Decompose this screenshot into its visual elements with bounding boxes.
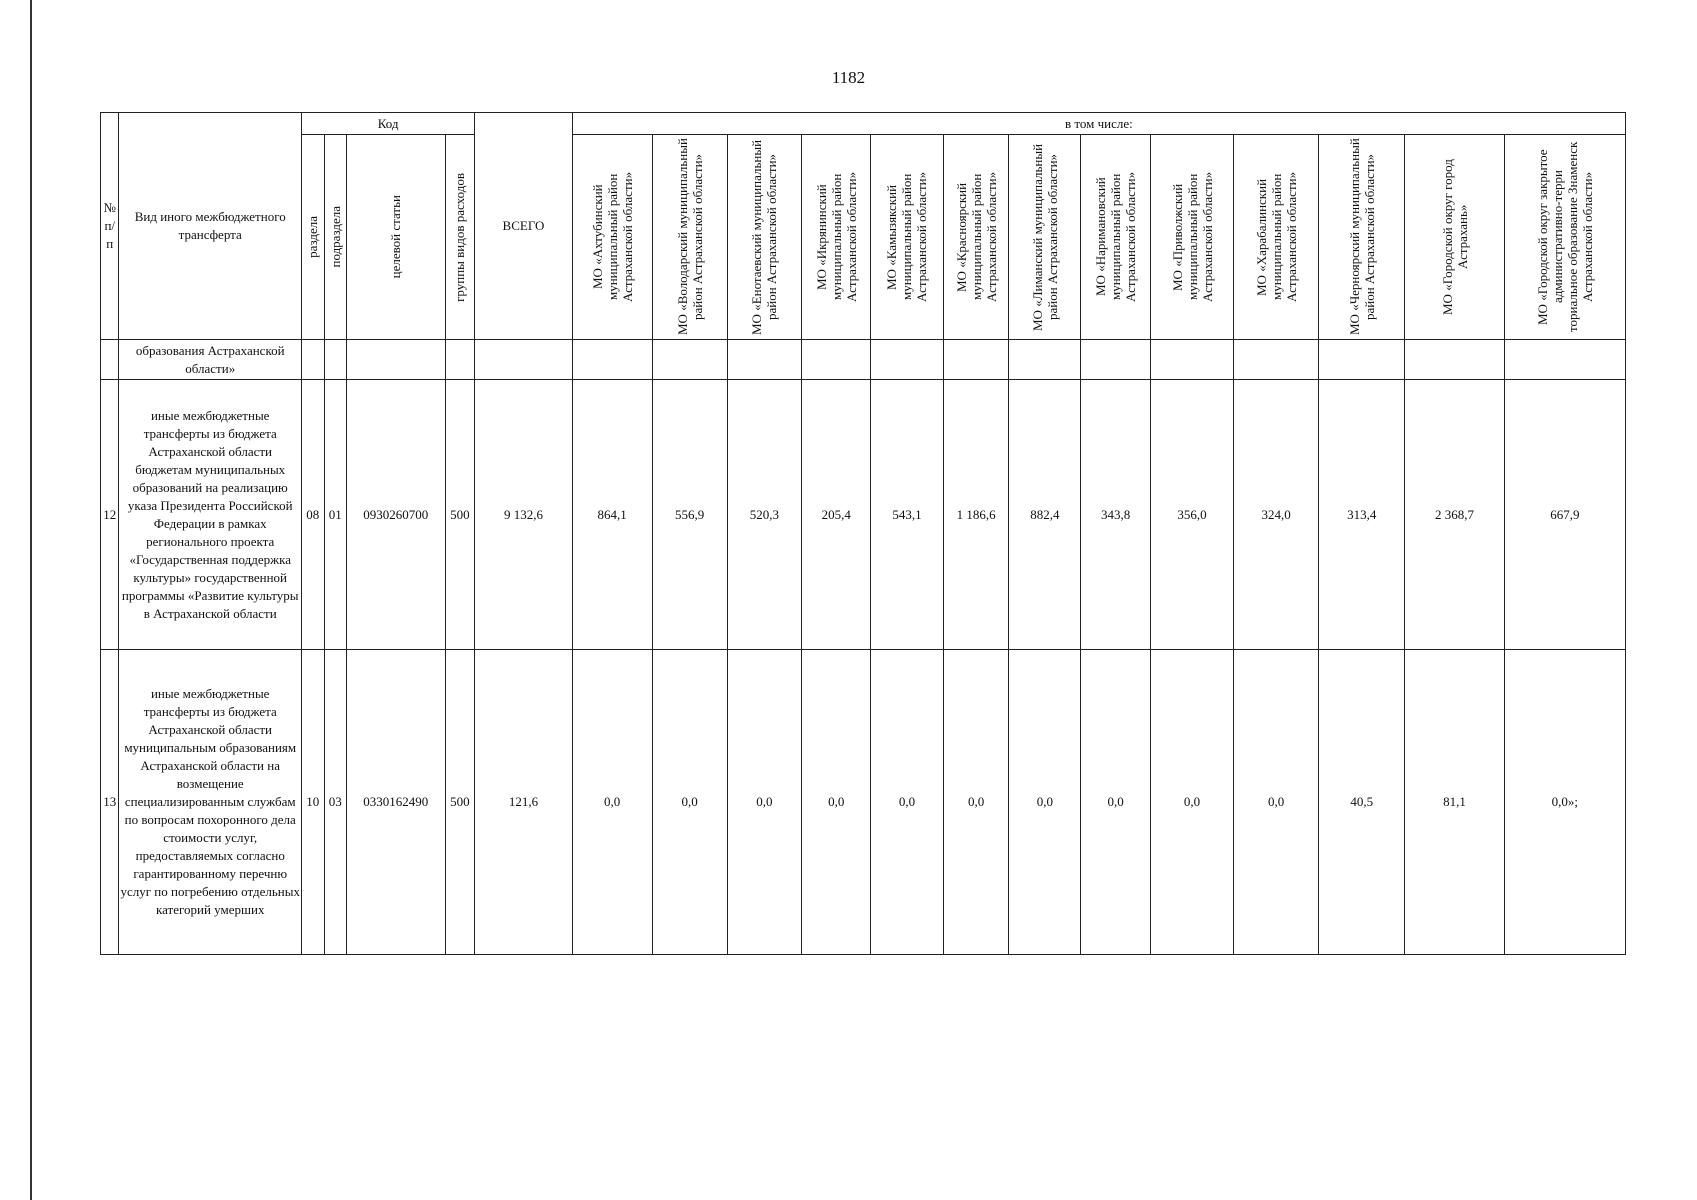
cell-empty <box>324 340 347 380</box>
cell-empty <box>802 340 871 380</box>
row-value: 882,4 <box>1009 380 1081 650</box>
row-value: 313,4 <box>1319 380 1405 650</box>
header-municipality: МО «Черноярский муниципальный район Астраханской области» <box>1346 138 1377 336</box>
header-municipality-cell <box>1319 135 1405 340</box>
row-total: 121,6 <box>475 650 572 955</box>
row-value: 667,9 <box>1504 380 1625 650</box>
row-kind: иные межбюджетные трансферты из бюджета Астраханской области муниципальным образованиям Астраханской области на возмещение специализированным службам по вопросам похоронного дела стоимости услуг, предоставляемых согласно гарантированному перечню услуг по погребению отдельных категорий умерших <box>119 650 302 955</box>
header-municipality: МО «Камызякский муниципальный район Астраханской области» <box>884 171 930 303</box>
row-value: 0,0 <box>1081 650 1151 955</box>
header-municipality-cell <box>802 135 871 340</box>
row-value: 2 368,7 <box>1405 380 1504 650</box>
row-value: 520,3 <box>727 380 802 650</box>
row-value: 543,1 <box>871 380 944 650</box>
row-section: 10 <box>301 650 324 955</box>
cell-empty <box>301 340 324 380</box>
cell-empty <box>727 340 802 380</box>
header-code: Код <box>301 113 474 135</box>
row-value: 81,1 <box>1405 650 1504 955</box>
header-municipality-cell <box>652 135 727 340</box>
row-section: 08 <box>301 380 324 650</box>
cell-empty <box>1319 340 1405 380</box>
header-section-cell <box>301 135 324 340</box>
header-municipality-cell <box>727 135 802 340</box>
left-margin-line <box>30 0 32 1200</box>
header-subsection: подраздела <box>327 206 343 268</box>
header-including: в том числе: <box>572 113 1625 135</box>
row-expense-group: 500 <box>445 380 475 650</box>
row-value: 0,0 <box>652 650 727 955</box>
cell-empty <box>1081 340 1151 380</box>
header-expense-group: группы видов расходов <box>452 172 468 302</box>
row-value: 0,0 <box>1009 650 1081 955</box>
row-expense-group: 500 <box>445 650 475 955</box>
header-section: раздела <box>305 216 321 258</box>
row-value: 0,0 <box>1150 650 1233 955</box>
header-municipality-cell <box>1405 135 1504 340</box>
header-municipality: МО «Володарский муниципальный район Астраханской области» <box>674 138 705 336</box>
header-municipality: МО «Наримановский муниципальный район Астраханской области» <box>1093 171 1139 303</box>
header-municipality: МО «Харабалинский муниципальный район Астраханской области» <box>1253 171 1299 303</box>
cell-empty <box>445 340 475 380</box>
header-municipality: МО «Городской округ закрытое административно-терри ториальное образование Знаменск Астраханской области» <box>1534 141 1595 333</box>
row-number: 13 <box>101 650 119 955</box>
header-kind: Вид иного межбюджетного трансферта <box>119 113 302 340</box>
row-value: 1 186,6 <box>943 380 1009 650</box>
header-municipality: МО «Приволжский муниципальный район Астраханской области» <box>1169 171 1215 303</box>
table-row <box>101 380 1626 650</box>
continuation-row <box>101 340 1626 380</box>
row-value: 864,1 <box>572 380 652 650</box>
row-value: 343,8 <box>1081 380 1151 650</box>
cell-empty <box>1009 340 1081 380</box>
header-target-cell <box>347 135 445 340</box>
row-target: 0930260700 <box>347 380 445 650</box>
cell-empty <box>1504 340 1625 380</box>
row-value: 0,0 <box>572 650 652 955</box>
header-municipality-cell <box>871 135 944 340</box>
row-number: 12 <box>101 380 119 650</box>
header-subsection-cell <box>324 135 347 340</box>
page-number: 1182 <box>831 68 866 87</box>
row-target: 0330162490 <box>347 650 445 955</box>
header-total: ВСЕГО <box>475 113 572 340</box>
header-municipality: МО «Лиманский муниципальный район Астраханской области» <box>1029 143 1060 331</box>
row-subsection: 01 <box>324 380 347 650</box>
budget-transfer-table <box>100 112 1626 955</box>
row-total: 9 132,6 <box>475 380 572 650</box>
row-subsection: 03 <box>324 650 347 955</box>
row-value: 324,0 <box>1234 380 1319 650</box>
row-value: 0,0 <box>1234 650 1319 955</box>
header-municipality: МО «Городской округ город Астрахань» <box>1439 159 1470 315</box>
row-value: 0,0 <box>871 650 944 955</box>
cell-empty <box>475 340 572 380</box>
header-municipality-cell <box>1150 135 1233 340</box>
header-num: № п/п <box>101 113 119 340</box>
header-municipality-cell <box>1234 135 1319 340</box>
row-value: 0,0 <box>727 650 802 955</box>
header-municipality-cell <box>1504 135 1625 340</box>
header-municipality-cell <box>943 135 1009 340</box>
row-value: 356,0 <box>1150 380 1233 650</box>
cell-empty <box>943 340 1009 380</box>
row-value: 0,0 <box>943 650 1009 955</box>
header-municipality: МО «Икрянинский муниципальный район Астраханской области» <box>813 171 859 303</box>
header-target: целевой статьи <box>388 195 404 279</box>
row-value: 556,9 <box>652 380 727 650</box>
continuation-text: образования Астраханской области» <box>119 340 302 380</box>
header-municipality: МО «Красноярский муниципальный район Астраханской области» <box>953 171 999 303</box>
header-municipality-cell <box>1081 135 1151 340</box>
header-municipality: МО «Ахтубинский муниципальный район Астраханской области» <box>589 171 635 303</box>
cell-empty <box>572 340 652 380</box>
row-value: 0,0»; <box>1504 650 1625 955</box>
header-municipality-cell <box>1009 135 1081 340</box>
row-kind: иные межбюджетные трансферты из бюджета Астраханской области бюджетам муниципальных образований на реализацию указа Президента Российской Федерации в рамках регионального проекта «Государственная поддержка культуры» государственной программы «Развитие культуры в Астраханской области <box>119 380 302 650</box>
header-municipality-cell <box>572 135 652 340</box>
cell-empty <box>652 340 727 380</box>
cell-empty <box>101 340 119 380</box>
row-value: 40,5 <box>1319 650 1405 955</box>
row-value: 205,4 <box>802 380 871 650</box>
cell-empty <box>347 340 445 380</box>
cell-empty <box>871 340 944 380</box>
table-row <box>101 650 1626 955</box>
cell-empty <box>1234 340 1319 380</box>
header-municipality: МО «Енотаевский муниципальный район Астраханской области» <box>749 139 780 335</box>
cell-empty <box>1150 340 1233 380</box>
cell-empty <box>1405 340 1504 380</box>
row-value: 0,0 <box>802 650 871 955</box>
header-expense-group-cell <box>445 135 475 340</box>
